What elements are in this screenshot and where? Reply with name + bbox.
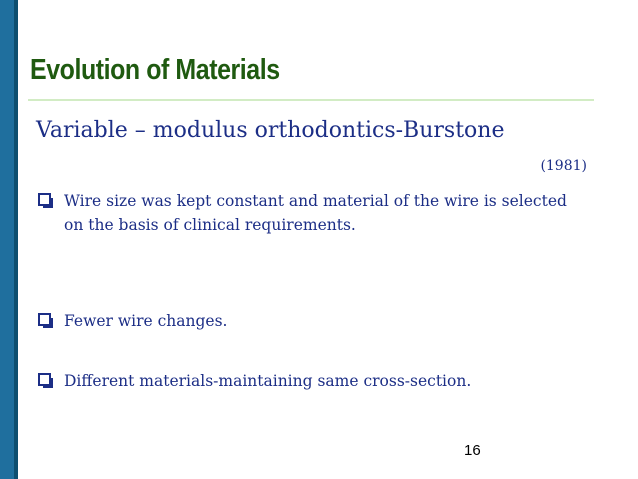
bullet-item bbox=[38, 309, 578, 333]
bullet-item bbox=[38, 189, 578, 237]
page-number: 16 bbox=[464, 442, 481, 459]
bullet-text: Different materials-maintaining same cross-section. bbox=[64, 372, 472, 390]
square-bullet-icon bbox=[38, 193, 51, 206]
square-bullet-icon bbox=[38, 373, 51, 386]
left-accent-bar bbox=[0, 0, 14, 479]
title-divider bbox=[28, 99, 594, 101]
left-accent-bar-shadow bbox=[14, 0, 18, 479]
bullet-text: Fewer wire changes. bbox=[64, 312, 228, 330]
slide-title: Evolution of Materials bbox=[30, 54, 280, 86]
slide-subtitle: Variable – modulus orthodontics-Burstone bbox=[36, 118, 505, 143]
bullet-item bbox=[38, 369, 578, 393]
subtitle-year: (1981) bbox=[540, 158, 587, 174]
square-bullet-icon bbox=[38, 313, 51, 326]
bullet-text: Wire size was kept constant and material of the wire is selected on the basis of clinical requirements. bbox=[64, 192, 567, 234]
